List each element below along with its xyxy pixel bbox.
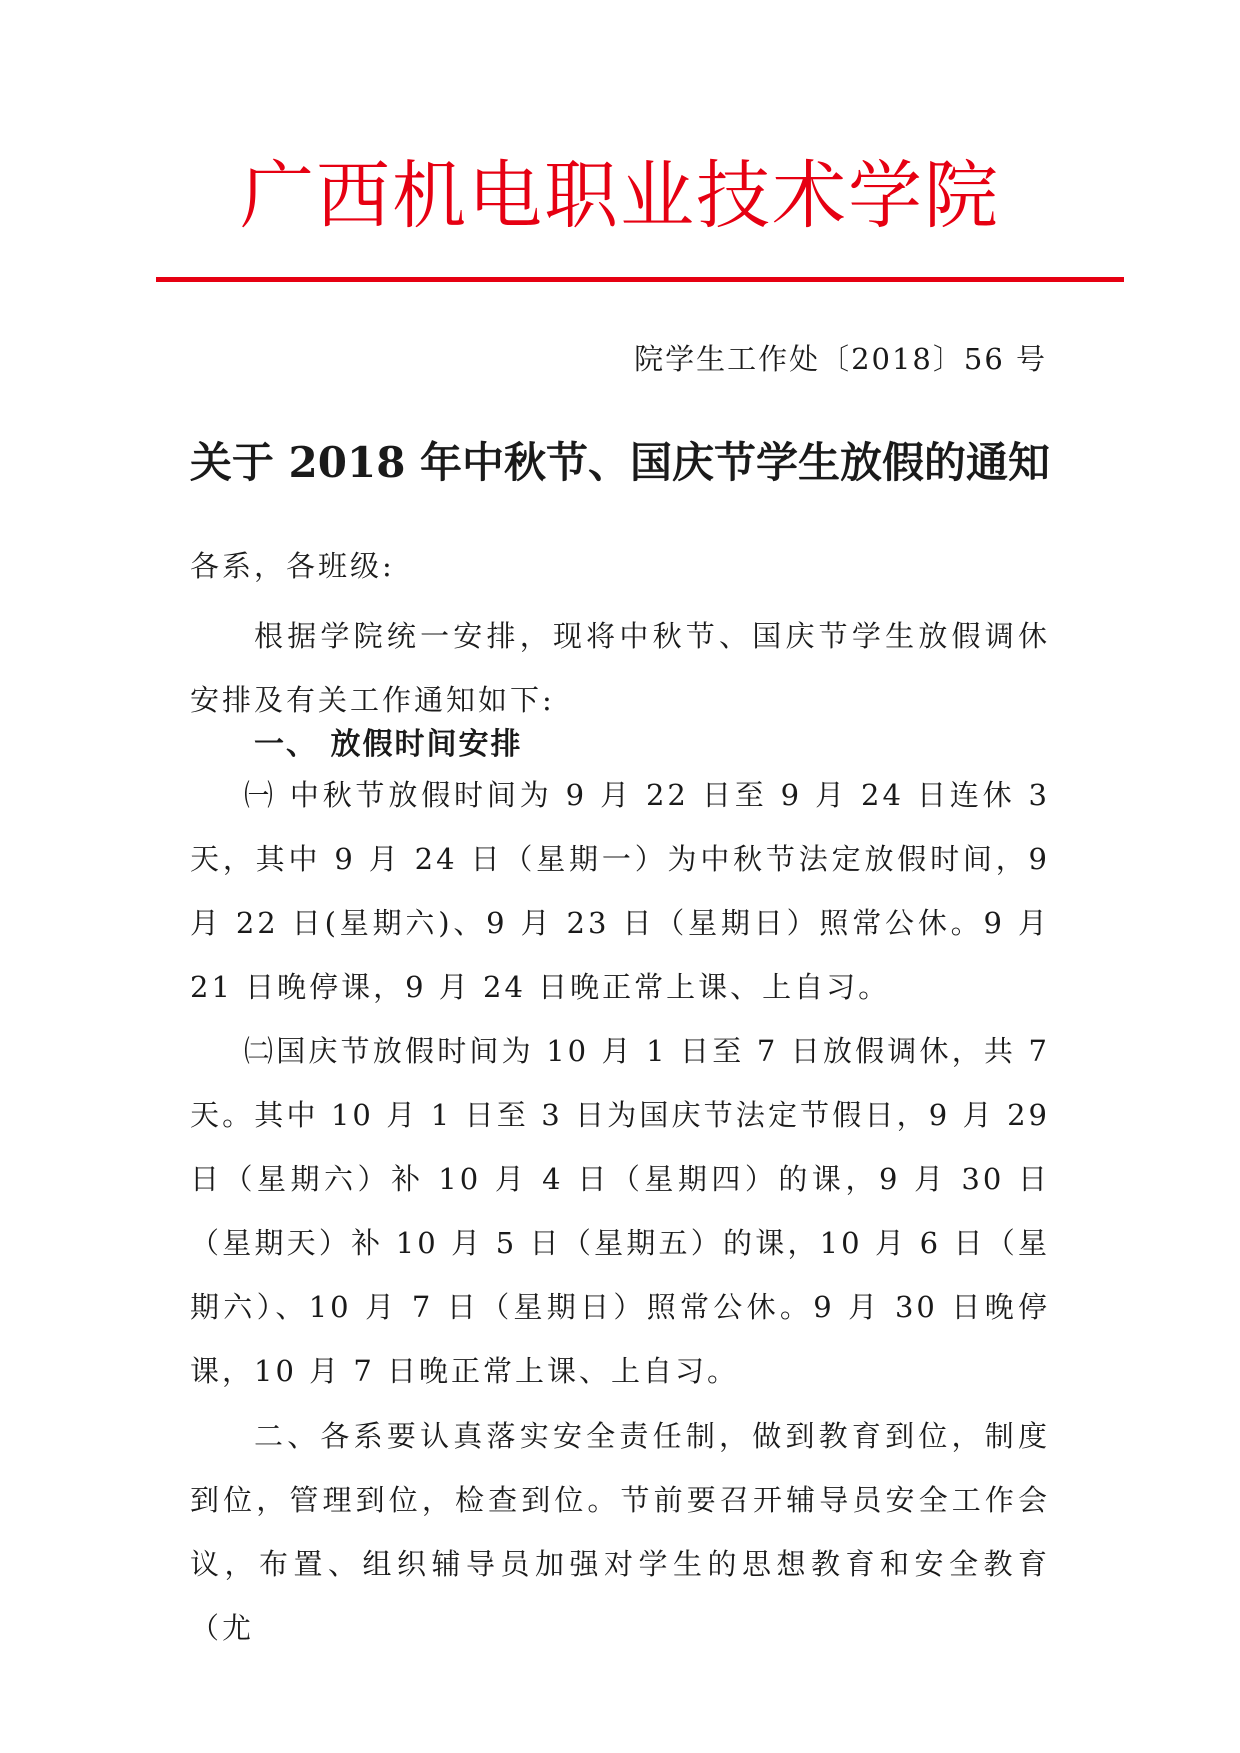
notice-title: 关于 2018 年中秋节、国庆节学生放假的通知 — [189, 438, 1051, 487]
document-number: 院学生工作处〔2018〕56 号 — [634, 342, 1047, 376]
institution-header: 广西机电职业技术学院 — [240, 153, 1000, 239]
safety-paragraph: 二、各系要认真落实安全责任制，做到教育到位，制度到位，管理到位，检查到位。节前要召开辅导员安全工作会议，布置、组织辅导员加强对学生的思想教育和安全教育（尤 — [190, 1419, 1050, 1645]
section-one-heading: 一、 放假时间安排 — [254, 727, 523, 762]
salutation: 各系，各班级: — [190, 549, 395, 583]
intro-paragraph: 根据学院统一安排，现将中秋节、国庆节学生放假调休安排及有关工作通知如下: — [190, 619, 1050, 717]
national-day-paragraph: ㈡国庆节放假时间为 10 月 1 日至 7 日放假调休，共 7 天。其中 10 月 1 日至 3 日为国庆节法定节假日，9 月 29 日（星期六）补 10 月 4 日（星期四）的课，9 月 30 日（星期天）补 10 月 5 日（星期五）的课，10 月 6 日（星期六）、10 月 7 日（星期日）照常公休。9 月 30 日晚停课，10 月 7 日晚正常上课、上自习。 — [190, 1034, 1050, 1388]
mid-autumn-paragraph: ㈠ 中秋节放假时间为 9 月 22 日至 9 月 24 日连休 3 天，其中 9 月 24 日（星期一）为中秋节法定放假时间，9 月 22 日(星期六)、9 月 23 日（星期日）照常公休。9 月 21 日晚停课，9 月 24 日晚正常上课、上自习。 — [190, 778, 1050, 1004]
header-red-rule — [156, 277, 1124, 282]
